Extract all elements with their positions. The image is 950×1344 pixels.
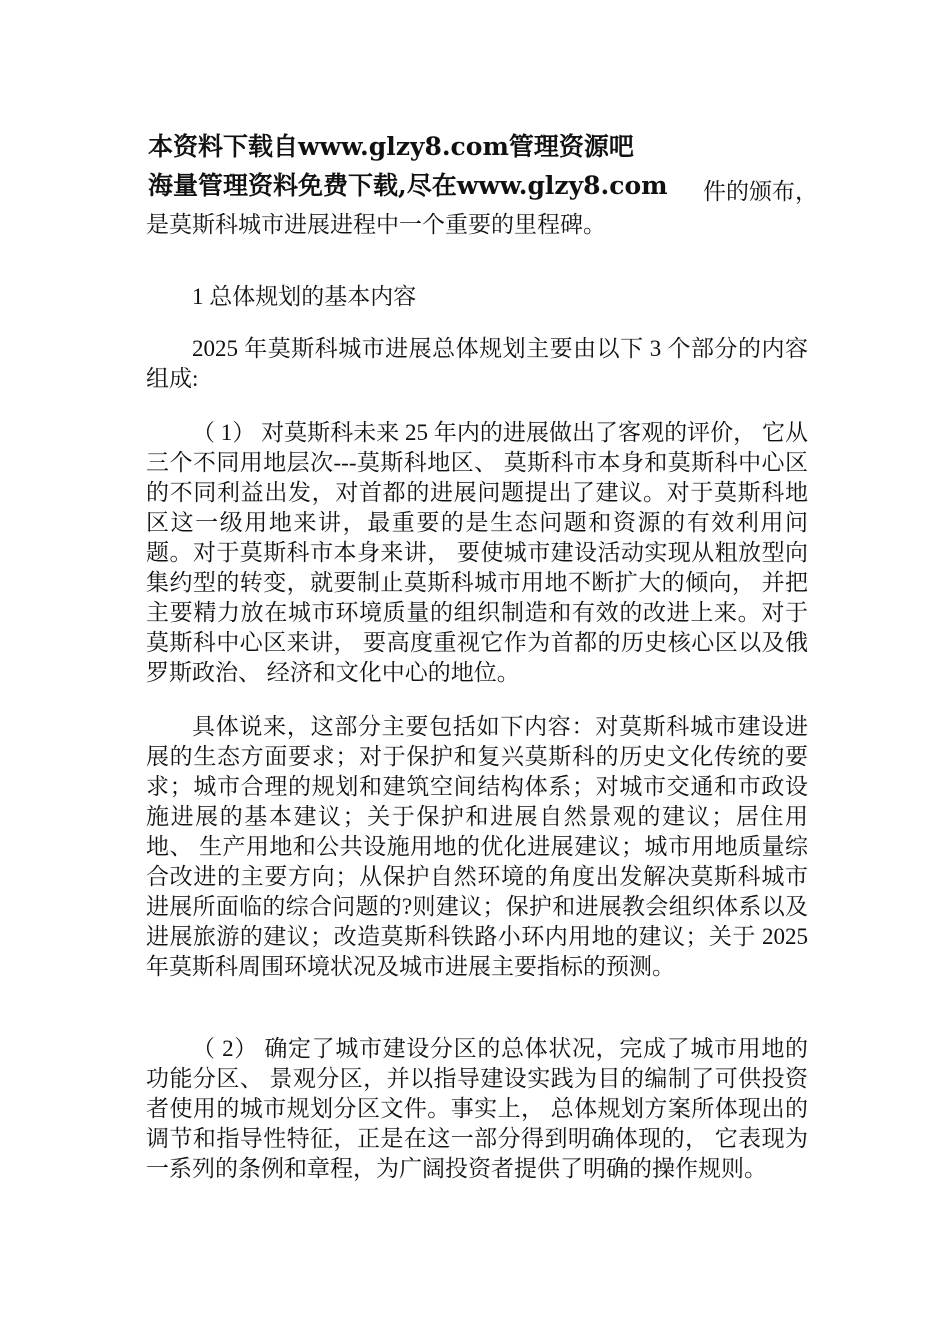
watermark-line-2: 海量管理资料免费下载,尽在www.glzy8.com: [148, 171, 668, 200]
paragraph-part-1: （ 1） 对莫斯科未来 25 年内的进展做出了客观的评价， 它从三个不同用地层次---莫斯科地区、 莫斯科市本身和莫斯科中心区的不同利益出发，对首都的进展问题提出了建议。对于莫斯科地区这一级用地来讲，最重要的是生态问题和资源的有效利用问题。对于莫斯科市本身来讲， 要使城市建设活动实现从粗放型向集约型的转变，就要制止莫斯科城市用地不断扩大的倾向， 并把主要精力放在城市环境质量的组织制造和有效的改进上来。对于莫斯科中心区来讲， 要高度重视它作为首都的历史核心区以及俄罗斯政治、 经济和文化中心的地位。: [146, 420, 808, 685]
intro-line-2: 是莫斯科城市进展进程中一个重要的里程碑。: [146, 212, 606, 237]
intro-tail-text: 件的颁布，: [703, 179, 818, 204]
paragraph-intro: 2025 年莫斯科城市进展总体规划主要由以下 3 个部分的内容组成:: [146, 336, 808, 391]
section-heading: 1 总体规划的基本内容: [192, 284, 417, 309]
watermark-line-1: 本资料下载自www.glzy8.com管理资源吧: [148, 132, 634, 161]
paragraph-details: 具体说来，这部分主要包括如下内容：对莫斯科城市建设进展的生态方面要求；对于保护和复兴莫斯科的历史文化传统的要求；城市合理的规划和建筑空间结构体系；对城市交通和市政设施进展的基本建议；关于保护和进展自然景观的建议；居住用地、 生产用地和公共设施用地的优化进展建议；城市用地质量综合改进的主要方向；从保护自然环境的角度出发解决莫斯科城市进展所面临的综合问题的?则建议；保护和进展教会组织体系以及进展旅游的建议；改造莫斯科铁路小环内用地的建议；关于 2025 年莫斯科周围环境状况及城市进展主要指标的预测。: [146, 714, 808, 979]
paragraph-part-2: （ 2） 确定了城市建设分区的总体状况，完成了城市用地的功能分区、 景观分区，并以指导建设实践为目的编制了可供投资者使用的城市规划分区文件。事实上， 总体规划方案所体现出的调节和指导性特征，正是在这一部分得到明确体现的， 它表现为一系列的条例和章程，为广阔投资者提供了明确的操作规则。: [146, 1036, 808, 1181]
